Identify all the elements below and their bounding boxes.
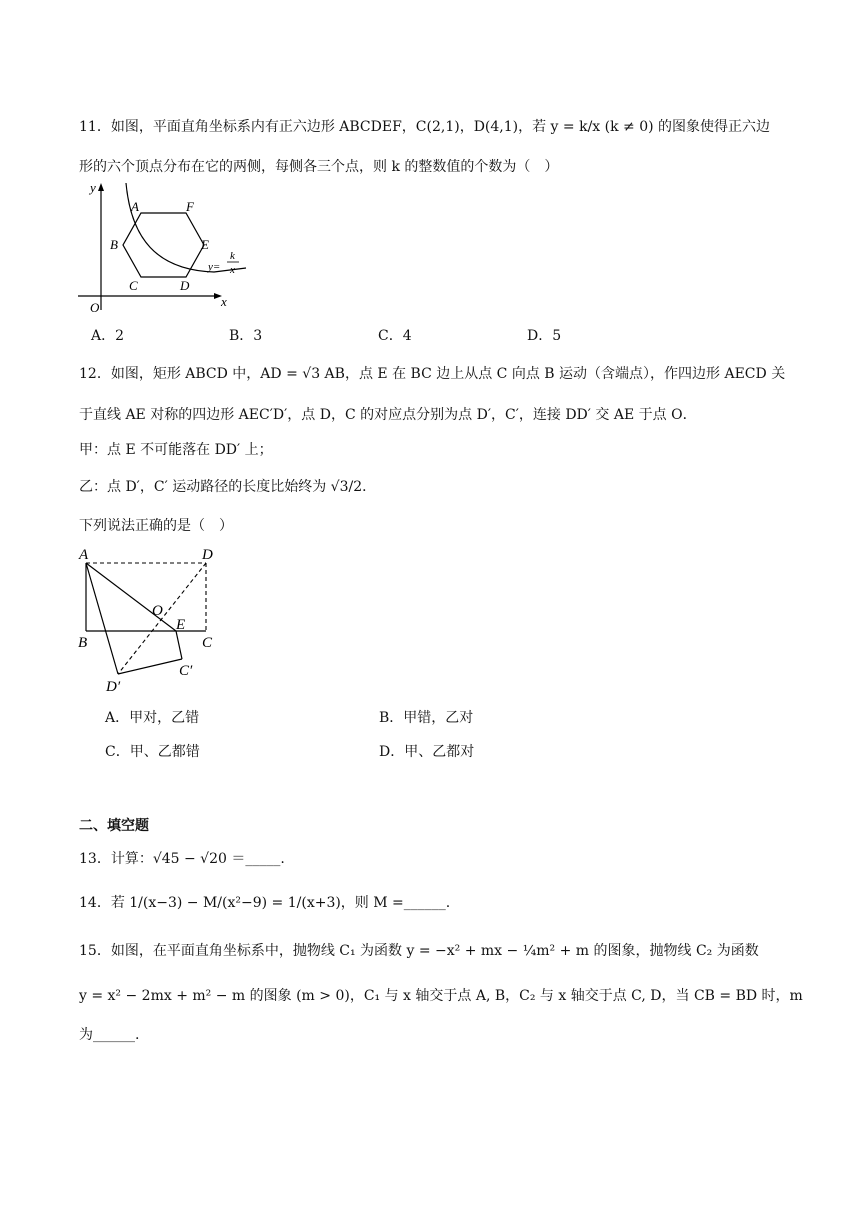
segment-c-prime-e <box>176 631 182 659</box>
segment-ad-prime <box>86 563 118 674</box>
label-e: E <box>201 237 209 252</box>
q12-line1: 12．如图，矩形 ABCD 中，AD = √3 AB，点 E 在 BC 边上从点 C 向点 B 运动（含端点），作四边形 AECD 关 <box>79 366 786 382</box>
q13-text: 13．计算：√45 − √20 ＝_____. <box>79 851 285 867</box>
q11-figure <box>76 178 252 318</box>
q12-option-b: B．甲错，乙对 <box>379 710 474 726</box>
q11-option-d: D．5 <box>527 328 562 344</box>
q11-option-c: C．4 <box>378 328 412 344</box>
label-e: E <box>176 617 186 633</box>
q11-option-a: A．2 <box>91 328 125 344</box>
label-c-prime: C′ <box>179 663 193 679</box>
label-curve-x: x <box>230 264 235 276</box>
q11-line2: 形的六个顶点分布在它的两侧，每侧各三个点，则 k 的整数值的个数为（ ） <box>79 159 559 175</box>
q12-line5: 下列说法正确的是（ ） <box>79 518 233 534</box>
segment-ae <box>86 563 176 631</box>
label-a: A <box>79 547 89 563</box>
q11-option-b: B．3 <box>229 328 263 344</box>
q12-line4: 乙：点 D′，C′ 运动路径的长度比始终为 √3/2． <box>79 479 377 495</box>
section-title: 二、填空题 <box>79 818 149 834</box>
q15-line2: y = x² − 2mx + m² − m 的图象 (m > 0)，C₁ 与 x 轴交于点 A, B，C₂ 与 x 轴交于点 C, D，当 CB = BD 时，m <box>79 988 803 1004</box>
label-c: C <box>129 278 138 293</box>
q14-text: 14．若 1/(x−3) − M/(x²−9) = 1/(x+3)，则 M =______. <box>79 895 451 911</box>
label-b: B <box>78 635 88 651</box>
label-o: O <box>152 603 163 619</box>
q12-line3: 甲：点 E 不可能落在 DD′ 上； <box>79 442 273 458</box>
q11-line1: 11．如图，平面直角坐标系内有正六边形 ABCDEF，C(2,1)，D(4,1)，若 y = k/x (k ≠ 0) 的图象使得正六边 <box>79 119 771 135</box>
segment-d-prime-c-prime <box>118 659 182 674</box>
q12-line2: 于直线 AE 对称的四边形 AEC′D′，点 D，C 的对应点分别为点 D′，C′，连接 DD′ 交 AE 于点 O． <box>79 407 697 423</box>
label-o: O <box>90 300 100 315</box>
label-a: A <box>131 199 139 214</box>
q12-option-c: C．甲、乙都错 <box>105 744 200 760</box>
q12-figure <box>76 543 226 695</box>
label-d: D <box>202 547 213 563</box>
label-y: y <box>90 180 96 195</box>
label-curve-k: k <box>230 250 235 262</box>
q12-option-d: D．甲、乙都对 <box>379 744 475 760</box>
label-d: D <box>180 278 190 293</box>
label-d-prime: D′ <box>106 679 121 695</box>
q15-line1: 15．如图，在平面直角坐标系中，抛物线 C₁ 为函数 y = −x² + mx − ¼m² + m 的图象，抛物线 C₂ 为函数 <box>79 943 759 959</box>
label-f: F <box>186 199 194 214</box>
q12-option-a: A．甲对，乙错 <box>105 710 200 726</box>
y-axis-arrow <box>98 183 104 191</box>
label-c: C <box>202 635 213 651</box>
label-x: x <box>221 294 227 309</box>
label-b: B <box>110 237 118 252</box>
label-curve-y: y= <box>208 261 221 273</box>
hyperbola-curve <box>126 183 246 272</box>
q15-line3: 为______. <box>79 1027 140 1043</box>
